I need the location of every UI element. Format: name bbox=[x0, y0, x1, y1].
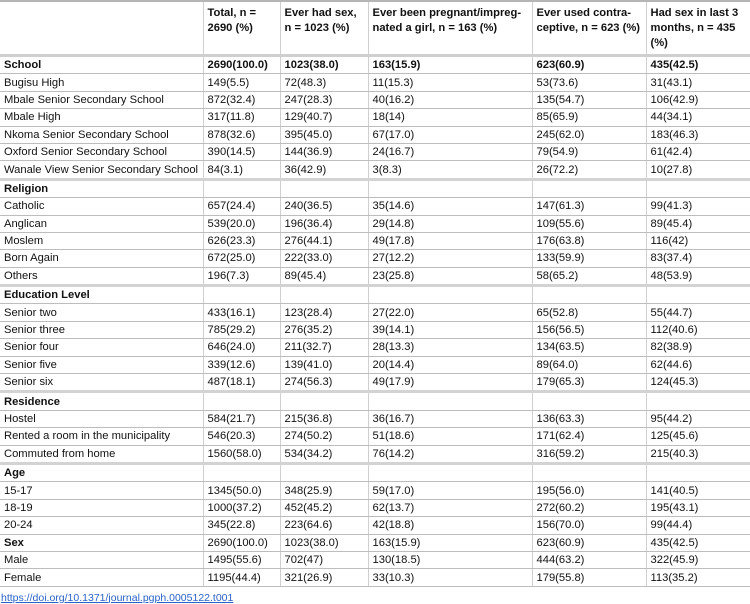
table-cell: 339(12.6) bbox=[203, 356, 280, 373]
table-cell: 130(18.5) bbox=[368, 551, 532, 568]
table-cell: 11(15.3) bbox=[368, 74, 532, 91]
table-cell: 348(25.9) bbox=[280, 482, 368, 499]
table-row bbox=[0, 126, 750, 143]
table-cell bbox=[532, 463, 646, 481]
row-label: Bugisu High bbox=[0, 74, 203, 91]
row-label: Senior four bbox=[0, 339, 203, 356]
table-cell: 147(61.3) bbox=[532, 198, 646, 215]
table-cell: 26(72.2) bbox=[532, 161, 646, 179]
table-cell: 55(44.7) bbox=[646, 304, 750, 321]
table-cell: 390(14.5) bbox=[203, 143, 280, 160]
table-cell: 2690(100.0) bbox=[203, 534, 280, 551]
table-row bbox=[0, 482, 750, 499]
table-cell: 211(32.7) bbox=[280, 339, 368, 356]
table-cell: 35(14.6) bbox=[368, 198, 532, 215]
table-cell: 89(45.4) bbox=[280, 267, 368, 285]
table-cell: 223(64.6) bbox=[280, 517, 368, 534]
section-row bbox=[0, 463, 750, 481]
table-cell: 33(10.3) bbox=[368, 569, 532, 586]
table-cell: 44(34.1) bbox=[646, 109, 750, 126]
table-cell: 171(62.4) bbox=[532, 428, 646, 445]
section-row bbox=[0, 179, 750, 197]
table-cell: 18(14) bbox=[368, 109, 532, 126]
row-label: Education Level bbox=[0, 286, 203, 304]
table-row bbox=[0, 551, 750, 568]
table-cell: 23(25.8) bbox=[368, 267, 532, 285]
table-cell: 31(43.1) bbox=[646, 74, 750, 91]
table-cell: 129(40.7) bbox=[280, 109, 368, 126]
table-cell: 89(64.0) bbox=[532, 356, 646, 373]
row-label: Anglican bbox=[0, 215, 203, 232]
table-row bbox=[0, 410, 750, 427]
table-cell: 135(54.7) bbox=[532, 91, 646, 108]
column-header bbox=[0, 1, 203, 56]
table-row bbox=[0, 569, 750, 586]
row-label: Moslem bbox=[0, 232, 203, 249]
column-header: Ever had sex, n = 1023 (%) bbox=[280, 1, 368, 56]
table-cell bbox=[646, 463, 750, 481]
table-cell: 1000(37.2) bbox=[203, 499, 280, 516]
table-row bbox=[0, 374, 750, 392]
table-cell: 345(22.8) bbox=[203, 517, 280, 534]
table-cell: 62(44.6) bbox=[646, 356, 750, 373]
table-cell: 276(35.2) bbox=[280, 321, 368, 338]
row-label: Commuted from home bbox=[0, 445, 203, 463]
table-cell: 61(42.4) bbox=[646, 143, 750, 160]
row-label: Rented a room in the municipality bbox=[0, 428, 203, 445]
table-cell: 878(32.6) bbox=[203, 126, 280, 143]
table-cell: 2690(100.0) bbox=[203, 56, 280, 74]
row-label: Senior six bbox=[0, 374, 203, 392]
table-cell: 49(17.8) bbox=[368, 232, 532, 249]
table-row bbox=[0, 215, 750, 232]
table-cell: 1495(55.6) bbox=[203, 551, 280, 568]
row-label: Religion bbox=[0, 179, 203, 197]
table-cell: 702(47) bbox=[280, 551, 368, 568]
table-cell: 149(5.5) bbox=[203, 74, 280, 91]
section-row bbox=[0, 286, 750, 304]
row-label: Senior five bbox=[0, 356, 203, 373]
table-cell: 48(53.9) bbox=[646, 267, 750, 285]
table-cell: 36(42.9) bbox=[280, 161, 368, 179]
table-cell: 99(41.3) bbox=[646, 198, 750, 215]
table-cell: 539(20.0) bbox=[203, 215, 280, 232]
table-cell: 1023(38.0) bbox=[280, 534, 368, 551]
table-cell: 1345(50.0) bbox=[203, 482, 280, 499]
table-cell: 125(45.6) bbox=[646, 428, 750, 445]
table-cell: 179(55.8) bbox=[532, 569, 646, 586]
table-cell: 58(65.2) bbox=[532, 267, 646, 285]
table-cell: 785(29.2) bbox=[203, 321, 280, 338]
table-cell: 672(25.0) bbox=[203, 250, 280, 267]
table-cell: 176(63.8) bbox=[532, 232, 646, 249]
table-cell: 195(56.0) bbox=[532, 482, 646, 499]
table-cell: 1023(38.0) bbox=[280, 56, 368, 74]
table-cell: 99(44.4) bbox=[646, 517, 750, 534]
table-cell: 487(18.1) bbox=[203, 374, 280, 392]
table-cell: 584(21.7) bbox=[203, 410, 280, 427]
table-cell: 136(63.3) bbox=[532, 410, 646, 427]
table-cell bbox=[368, 179, 532, 197]
table-cell: 27(22.0) bbox=[368, 304, 532, 321]
table-cell: 245(62.0) bbox=[532, 126, 646, 143]
table-cell: 36(16.7) bbox=[368, 410, 532, 427]
table-cell: 123(28.4) bbox=[280, 304, 368, 321]
row-label: Catholic bbox=[0, 198, 203, 215]
table-cell: 196(36.4) bbox=[280, 215, 368, 232]
table-cell: 274(56.3) bbox=[280, 374, 368, 392]
table-cell: 316(59.2) bbox=[532, 445, 646, 463]
table-cell bbox=[532, 179, 646, 197]
table-cell bbox=[280, 286, 368, 304]
table-cell: 272(60.2) bbox=[532, 499, 646, 516]
table-cell: 106(42.9) bbox=[646, 91, 750, 108]
column-header: Total, n = 2690 (%) bbox=[203, 1, 280, 56]
table-cell: 10(27.8) bbox=[646, 161, 750, 179]
section-row bbox=[0, 534, 750, 551]
table-cell bbox=[646, 179, 750, 197]
table-cell: 113(35.2) bbox=[646, 569, 750, 586]
table-cell: 139(41.0) bbox=[280, 356, 368, 373]
table-row bbox=[0, 232, 750, 249]
table-cell: 1195(44.4) bbox=[203, 569, 280, 586]
table-cell: 29(14.8) bbox=[368, 215, 532, 232]
row-label: Senior two bbox=[0, 304, 203, 321]
table-cell: 24(16.7) bbox=[368, 143, 532, 160]
table-cell: 67(17.0) bbox=[368, 126, 532, 143]
column-header: Ever been pregnant/impreg-nated a girl, n = 163 (%) bbox=[368, 1, 532, 56]
table-cell: 1560(58.0) bbox=[203, 445, 280, 463]
table-cell bbox=[203, 392, 280, 410]
table-cell: 28(13.3) bbox=[368, 339, 532, 356]
table-cell: 83(37.4) bbox=[646, 250, 750, 267]
table-cell bbox=[280, 463, 368, 481]
table-cell: 49(17.9) bbox=[368, 374, 532, 392]
row-label: Nkoma Senior Secondary School bbox=[0, 126, 203, 143]
table-cell: 872(32.4) bbox=[203, 91, 280, 108]
table-cell: 42(18.8) bbox=[368, 517, 532, 534]
table-cell: 626(23.3) bbox=[203, 232, 280, 249]
row-label: Male bbox=[0, 551, 203, 568]
row-label: Senior three bbox=[0, 321, 203, 338]
table-cell: 179(65.3) bbox=[532, 374, 646, 392]
table-cell bbox=[532, 286, 646, 304]
table-cell bbox=[646, 392, 750, 410]
table-cell: 274(50.2) bbox=[280, 428, 368, 445]
table-cell: 196(7.3) bbox=[203, 267, 280, 285]
table-cell: 40(16.2) bbox=[368, 91, 532, 108]
table-cell: 395(45.0) bbox=[280, 126, 368, 143]
column-header: Ever used contra-ceptive, n = 623 (%) bbox=[532, 1, 646, 56]
table-cell: 53(73.6) bbox=[532, 74, 646, 91]
table-row bbox=[0, 517, 750, 534]
table-row bbox=[0, 428, 750, 445]
table-cell: 623(60.9) bbox=[532, 56, 646, 74]
row-label: Others bbox=[0, 267, 203, 285]
table-cell: 72(48.3) bbox=[280, 74, 368, 91]
table-row bbox=[0, 198, 750, 215]
table-cell: 85(65.9) bbox=[532, 109, 646, 126]
table-cell: 27(12.2) bbox=[368, 250, 532, 267]
table-row bbox=[0, 339, 750, 356]
table-cell: 321(26.9) bbox=[280, 569, 368, 586]
doi-link[interactable]: https://doi.org/10.1371/journal.pgph.0005122.t001 bbox=[1, 591, 234, 604]
table-cell bbox=[203, 286, 280, 304]
table-row bbox=[0, 250, 750, 267]
table-cell: 95(44.2) bbox=[646, 410, 750, 427]
table-cell: 144(36.9) bbox=[280, 143, 368, 160]
table-row bbox=[0, 109, 750, 126]
table-cell: 59(17.0) bbox=[368, 482, 532, 499]
table-cell: 133(59.9) bbox=[532, 250, 646, 267]
table-cell: 116(42) bbox=[646, 232, 750, 249]
table-cell: 452(45.2) bbox=[280, 499, 368, 516]
table-row bbox=[0, 356, 750, 373]
row-label: Sex bbox=[0, 534, 203, 551]
table-cell: 79(54.9) bbox=[532, 143, 646, 160]
table-cell: 317(11.8) bbox=[203, 109, 280, 126]
table-row bbox=[0, 161, 750, 179]
table-cell bbox=[203, 179, 280, 197]
table-cell bbox=[368, 286, 532, 304]
row-label: Oxford Senior Secondary School bbox=[0, 143, 203, 160]
table-cell: 215(36.8) bbox=[280, 410, 368, 427]
table-row bbox=[0, 267, 750, 285]
table-cell: 183(46.3) bbox=[646, 126, 750, 143]
table-cell bbox=[368, 463, 532, 481]
table-cell: 435(42.5) bbox=[646, 56, 750, 74]
table-cell: 276(44.1) bbox=[280, 232, 368, 249]
table-cell: 546(20.3) bbox=[203, 428, 280, 445]
table-cell: 156(70.0) bbox=[532, 517, 646, 534]
table-row bbox=[0, 304, 750, 321]
row-label: Female bbox=[0, 569, 203, 586]
row-label: Hostel bbox=[0, 410, 203, 427]
table-row bbox=[0, 499, 750, 516]
row-label: 15-17 bbox=[0, 482, 203, 499]
table-row bbox=[0, 143, 750, 160]
table-cell: 124(45.3) bbox=[646, 374, 750, 392]
table-cell: 39(14.1) bbox=[368, 321, 532, 338]
table-cell bbox=[203, 463, 280, 481]
row-label: Age bbox=[0, 463, 203, 481]
row-label: Wanale View Senior Secondary School bbox=[0, 161, 203, 179]
table-cell: 156(56.5) bbox=[532, 321, 646, 338]
section-row bbox=[0, 56, 750, 74]
table-row bbox=[0, 321, 750, 338]
table-cell: 89(45.4) bbox=[646, 215, 750, 232]
table-cell: 3(8.3) bbox=[368, 161, 532, 179]
table-cell: 322(45.9) bbox=[646, 551, 750, 568]
table-cell: 623(60.9) bbox=[532, 534, 646, 551]
table-cell bbox=[280, 392, 368, 410]
column-header: Had sex in last 3 months, n = 435 (%) bbox=[646, 1, 750, 56]
table-cell: 134(63.5) bbox=[532, 339, 646, 356]
section-row bbox=[0, 392, 750, 410]
table-cell bbox=[368, 392, 532, 410]
table-cell: 433(16.1) bbox=[203, 304, 280, 321]
table-cell: 215(40.3) bbox=[646, 445, 750, 463]
header-row bbox=[0, 1, 750, 56]
table-cell: 163(15.9) bbox=[368, 534, 532, 551]
table-cell: 141(40.5) bbox=[646, 482, 750, 499]
row-label: Residence bbox=[0, 392, 203, 410]
row-label: 18-19 bbox=[0, 499, 203, 516]
table-cell bbox=[532, 392, 646, 410]
table-cell bbox=[280, 179, 368, 197]
table-cell: 247(28.3) bbox=[280, 91, 368, 108]
row-label: Born Again bbox=[0, 250, 203, 267]
row-label: Mbale Senior Secondary School bbox=[0, 91, 203, 108]
row-label: 20-24 bbox=[0, 517, 203, 534]
table-cell: 51(18.6) bbox=[368, 428, 532, 445]
table-cell: 20(14.4) bbox=[368, 356, 532, 373]
table-cell: 62(13.7) bbox=[368, 499, 532, 516]
table-cell: 657(24.4) bbox=[203, 198, 280, 215]
row-label: Mbale High bbox=[0, 109, 203, 126]
table-cell: 112(40.6) bbox=[646, 321, 750, 338]
table-row bbox=[0, 91, 750, 108]
table-cell: 240(36.5) bbox=[280, 198, 368, 215]
table-cell: 435(42.5) bbox=[646, 534, 750, 551]
table-cell: 82(38.9) bbox=[646, 339, 750, 356]
table-cell: 195(43.1) bbox=[646, 499, 750, 516]
table-body bbox=[0, 56, 750, 587]
table-cell: 222(33.0) bbox=[280, 250, 368, 267]
table-cell: 163(15.9) bbox=[368, 56, 532, 74]
row-label: School bbox=[0, 56, 203, 74]
table-row bbox=[0, 445, 750, 463]
table-cell: 534(34.2) bbox=[280, 445, 368, 463]
table-cell: 444(63.2) bbox=[532, 551, 646, 568]
table-cell: 646(24.0) bbox=[203, 339, 280, 356]
table-cell bbox=[646, 286, 750, 304]
table-cell: 109(55.6) bbox=[532, 215, 646, 232]
table-cell: 65(52.8) bbox=[532, 304, 646, 321]
table-cell: 84(3.1) bbox=[203, 161, 280, 179]
table-cell: 76(14.2) bbox=[368, 445, 532, 463]
table-row bbox=[0, 74, 750, 91]
